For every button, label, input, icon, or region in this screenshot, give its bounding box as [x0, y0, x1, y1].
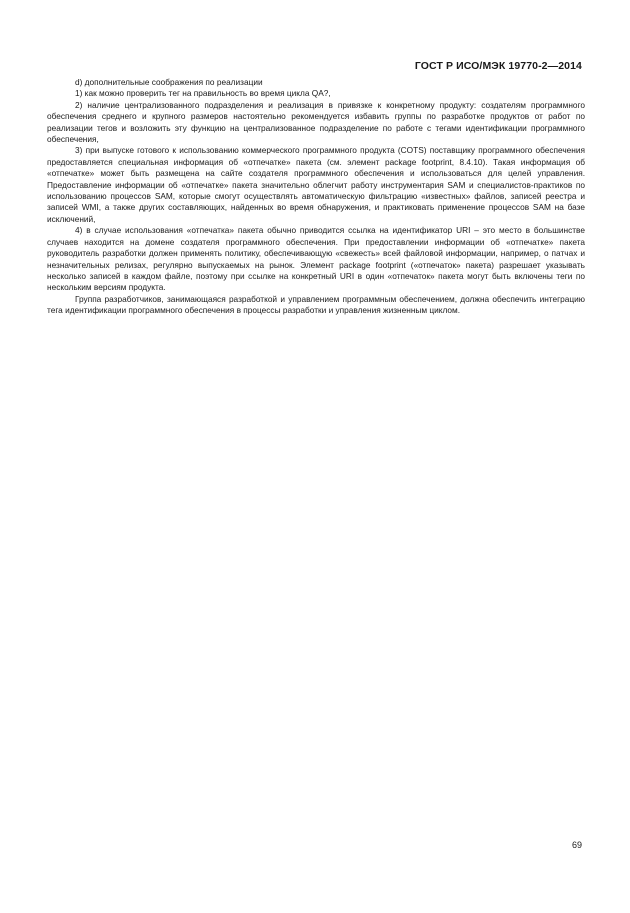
paragraph-item-3: 3) при выпуске готового к использованию коммерческого программного продукта (COTS) поставщику программного обеспечения предоставляется специальная информация об «отпечатке» пакета (см. элемент package footprint, 8.4.10). Такая информация об «отпечатке» может быть размещена на сайте создателя программного обеспечения и использоваться для целей управления. Предоставление информации об «отпечатке» пакета значительно облегчит работу инструментария SAM и специалистов-практиков по использованию процессов SAM, которые смогут осуществлять автоматическую фильтрацию «известных» файлов, записей реестра и записей WMI, а также других составляющих, найденных во время обнаружения, и практиковать применение процессов SAM на базе исключений,: [47, 145, 585, 224]
paragraph-item-4: 4) в случае использования «отпечатка» пакета обычно приводится ссылка на идентификатор URI – это место в большинстве случаев находится на домене создателя программного обеспечения. При предоставлении информации об «отпечатке» пакета руководитель разработки должен применять политику, обеспечивающую «свежесть» всей файловой информации, например, о патчах и незначительных релизах, регулярно выпускаемых на рынок. Элемент package footprint («отпечаток» пакета) разрешает указывать несколько записей в каждом файле, поэтому при ссылке на конкретный URI в один «отпечаток» пакета могут быть включены теги по нескольким версиям продукта.: [47, 225, 585, 293]
paragraph-item-1: 1) как можно проверить тег на правильность во время цикла QA?,: [75, 88, 331, 99]
paragraph-conclusion: Группа разработчиков, занимающаяся разработкой и управлением программным обеспечением, должна обеспечить интеграцию тега идентификации программного обеспечения в процессы разработки и управления жизненным циклом.: [47, 293, 585, 316]
paragraph-item-2: 2) наличие централизованного подразделения и реализация в привязке к конкретному продукту: создателям программного обеспечения среднего и крупного размеров настоятельно рекомендуется избавить группы по разработке продуктов от работ по реализации тегов и возложить эту функцию на централизованное подразделение по работе с тегами идентификации программного обеспечения,: [47, 99, 585, 145]
body-text: [47, 77, 585, 317]
standard-header: ГОСТ Р ИСО/МЭК 19770-2—2014: [414, 60, 582, 72]
page-number: 69: [571, 840, 582, 850]
paragraph-d-heading: d) дополнительные соображения по реализации: [75, 77, 263, 87]
